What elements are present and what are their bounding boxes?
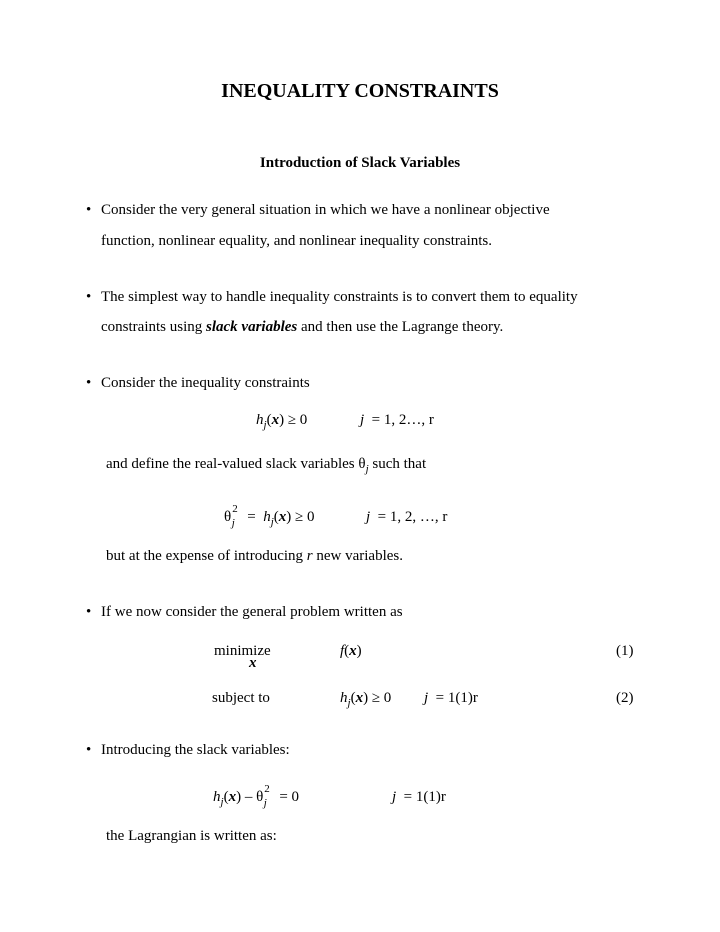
- p5-line1: Introducing the slack variables:: [101, 742, 290, 758]
- constraint-equation: $h_j(x) \ge 0$: [340, 690, 392, 709]
- objective-function: f(x): [340, 643, 362, 659]
- bullet-2: •: [86, 289, 92, 305]
- minimize-variable: x: [249, 655, 257, 671]
- p1-line1: Consider the very general situation in which we have a nonlinear objective: [101, 202, 550, 218]
- p1-line2: function, nonlinear equality, and nonlinear inequality constraints.: [101, 233, 493, 249]
- equation-slack-equality-range: j = 1(1)r: [392, 789, 446, 805]
- p2-line1: The simplest way to handle inequality constraints is to convert them to equality: [101, 289, 578, 305]
- equation-inequality: $h_j(x) \ge 0$: [256, 412, 308, 431]
- page-title: INEQUALITY CONSTRAINTS: [221, 80, 499, 102]
- slack-variables-emphasis: slack variables: [206, 319, 298, 335]
- bullet-3: •: [86, 375, 92, 391]
- bullet-1: •: [86, 202, 92, 218]
- p4-line1: If we now consider the general problem written as: [101, 604, 403, 620]
- bullet-5: •: [86, 742, 92, 758]
- section-subtitle: Introduction of Slack Variables: [259, 155, 461, 171]
- subject-to-label: subject to: [212, 690, 270, 706]
- equation-slack-range: j = 1, 2, …, r: [366, 509, 448, 525]
- equation-slack-definition: $\theta^2_j = h_j(x) \ge 0$: [224, 503, 315, 529]
- p2-line2: constraints using slack variables and then use the Lagrange theory.: [101, 319, 504, 335]
- bullet-4: •: [86, 604, 92, 620]
- p3-line2: and define the real-valued slack variables $\theta_j$ such that: [106, 456, 427, 475]
- equation-inequality-range: j = 1, 2…, r: [360, 412, 434, 428]
- equation-number-2: (2): [616, 690, 634, 706]
- minimize-label: minimize: [214, 643, 271, 659]
- equation-slack-equality: $h_j(x) - \theta^2_j = 0$: [213, 783, 300, 809]
- equation-number-1: (1): [616, 643, 634, 659]
- p3-line3: but at the expense of introducing r new variables.: [106, 548, 404, 564]
- p3-line1: Consider the inequality constraints: [101, 375, 310, 391]
- constraint-range: j = 1(1)r: [424, 690, 478, 706]
- p5-line2: the Lagrangian is written as:: [106, 828, 277, 844]
